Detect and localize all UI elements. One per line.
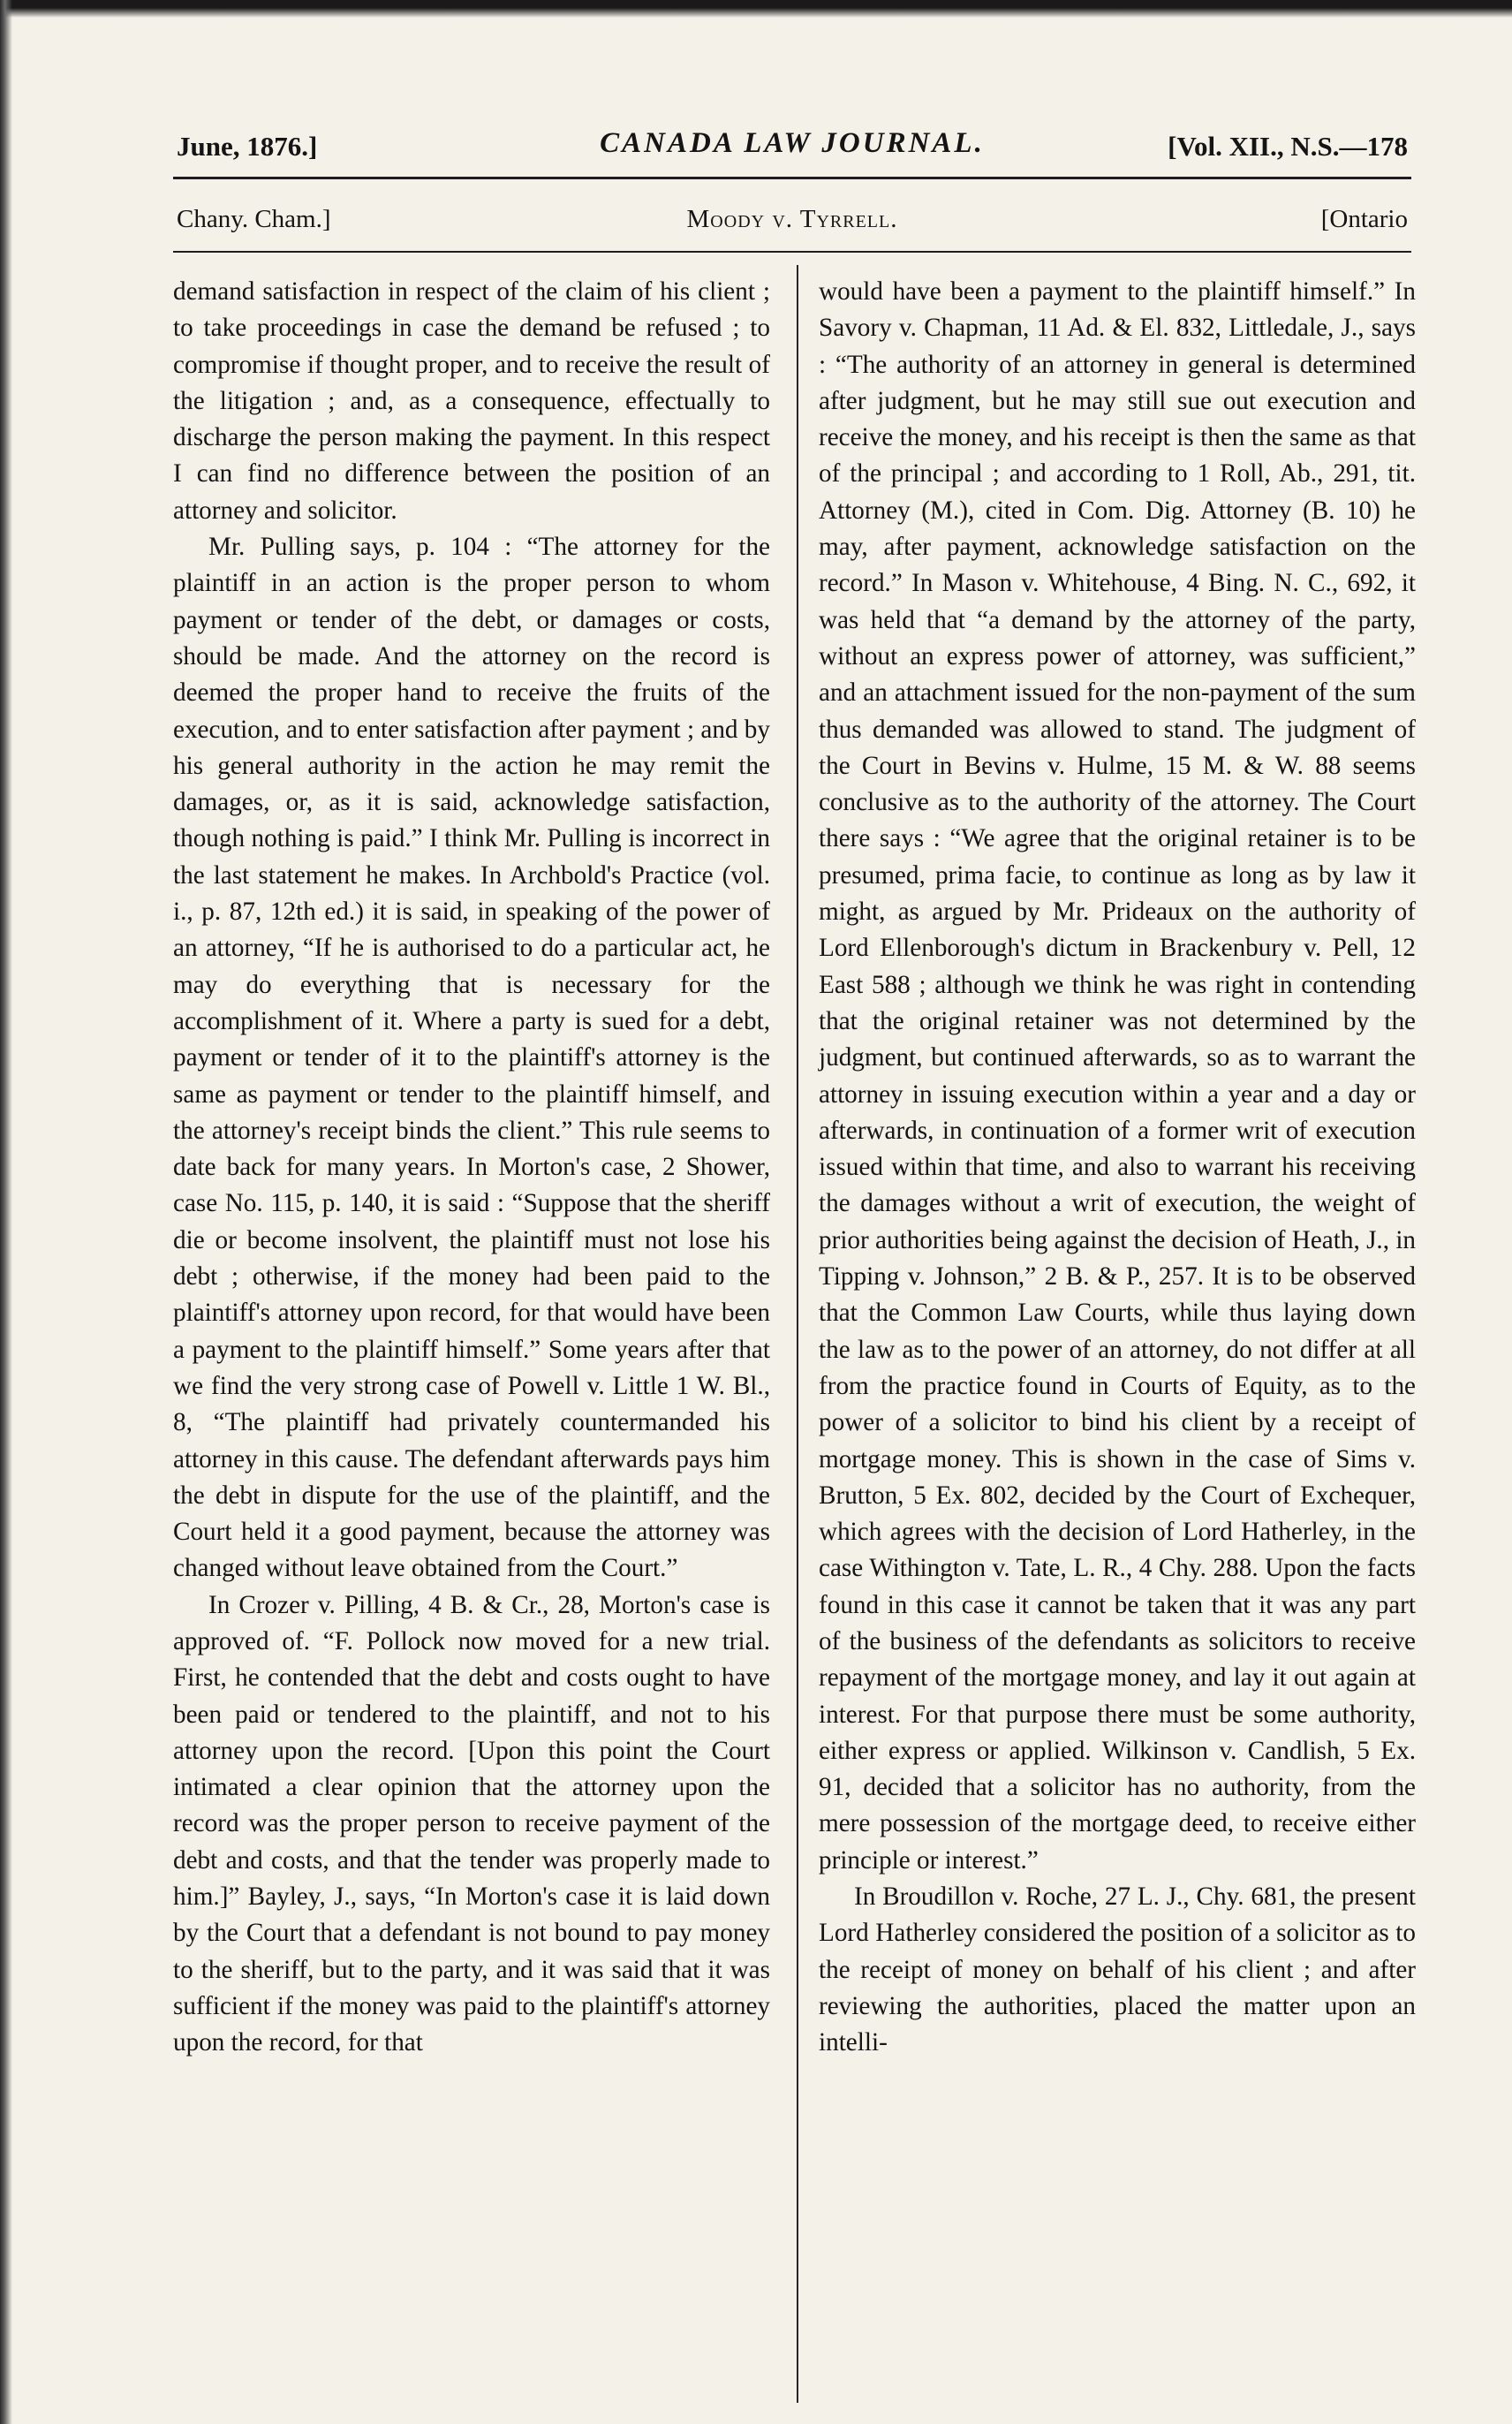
right-column [819,274,1416,2062]
case-title: Moody v. Tyrrell. [686,205,898,233]
paragraph: would have been a payment to the plaintiff himself.” In Savory v. Chapman, 11 Ad. & El. 832, Littledale, J., says : “The authority of an attorney in general is determined after judgment, but he may still sue out execution and receive the money, and his receipt is then the same as that of the principal ; and according to 1 Roll, Ab., 291, tit. Attorney (M.), cited in Com. Dig. Attorney (B. 10) he may, after payment, acknowledge satisfaction on the record.” In Mason v. Whitehouse, 4 Bing. N. C., 692, it was held that “a demand by the attorney of the party, without an express power of attorney, was sufficient,” and an attachment issued for the non-payment of the sum thus demanded was allowed to stand. The judgment of the Court in Bevins v. Hulme, 15 M. & W. 88 seems conclusive as to the authority of the attorney. The Court there says : “We agree that the original retainer is to be presumed, prima facie, to continue as long as by law it might, as argued by Mr. Prideaux on the authority of Lord Ellenborough's dictum in Brackenbury v. Pell, 12 East 588 ; although we think he was right in contending that the original retainer was not determined by the judgment, but continued afterwards, so as to warrant the attorney in issuing execution within a year and a day or afterwards, in continuation of a former writ of execution issued within that time, and also to warrant his receiving the damages without a writ of execution, the weight of prior authorities being against the decision of Heath, J., in Tipping v. Johnson,” 2 B. & P., 257. It is to be observed that the Common Law Courts, while thus laying down the law as to the power of an attorney, do not differ at all from the practice found in Courts of Equity, as to the power of a solicitor to bind his client by a receipt of mortgage money. This is shown in the case of Sims v. Brutton, 5 Ex. 802, decided by the Court of Exchequer, which agrees with the decision of Lord Hatherley, in the case Withington v. Tate, L. R., 4 Chy. 288. Upon the facts found in this case it cannot be taken that it was any part of the business of the defendants as solicitors to receive repayment of the mortgage money, and lay it out again at interest. For that purpose there must be some authority, either express or applied. Wilkinson v. Candlish, 5 Ex. 91, decided that a solicitor has no authority, from the mere possession of the mortgage deed, to receive either principle or interest.” [819,277,1417,1875]
paragraph: In Crozer v. Pilling, 4 B. & Cr., 28, Morton's case is approved of. “F. Pollock now moved for a new trial. First, he contended that the debt and costs ought to have been paid or tendered to the plaintiff, and not to his attorney upon the record. [Upon this point the Court intimated a clear opinion that the attorney upon the record was the proper person to receive payment of the debt and costs, and that the tender was properly made to him.]” Bayley, J., says, “In Morton's case it is laid down by the Court that a defendant is not bound to pay money to the sheriff, but to the party, and it was said that it was sufficient if the money was paid to the plaintiff's attorney upon the record, for that [173,1590,770,2057]
case-heading [177,200,1408,244]
paragraph: Mr. Pulling says, p. 104 : “The attorney for the plaintiff in an action is the proper person to whom payment or tender of the debt, or damages or costs, should be made. And the attorney on the record is deemed the proper hand to receive the fruits of the execution, and to enter satisfaction after payment ; and by his general authority in the action he may remit the damages, or, as it is said, acknowledge satisfaction, though nothing is paid.” I think Mr. Pulling is incorrect in the last statement he makes. In Archbold's Practice (vol. i., p. 87, 12th ed.) it is said, in speaking of the power of an attorney, “If he is authorised to do a particular act, he may do everything that is necessary for the accomplishment of it. Where a party is sued for a debt, payment or tender of it to the plaintiff's attorney is the same as payment or tender to the plaintiff himself, and the attorney's receipt binds the client.” This rule seems to date back for many years. In Morton's case, 2 Shower, case No. 115, p. 140, it is said : “Suppose that the sheriff die or become insolvent, the plaintiff must not lose his debt ; otherwise, if the money had been paid to the plaintiff's attorney upon record, for that would have been a payment to the plaintiff himself.” Some years after that we find the very strong case of Powell v. Little 1 W. Bl., 8, “The plaintiff had privately countermanded his attorney in this cause. The defendant afterwards pays him the debt in dispute for the use of the plaintiff, and the Court held it a good payment, because the attorney was changed without leave obtained from the Court.” [173,533,770,1583]
paragraph: In Broudillon v. Roche, 27 L. J., Chy. 681, the present Lord Hatherley considered the position of a solicitor as to the receipt of money on behalf of his client ; and after reviewing the authorities, placed the matter upon an intelli- [819,1882,1416,2057]
running-head [177,124,1408,173]
binding-shadow [0,0,12,2424]
left-column [173,274,770,2062]
court-label: Chany. Cham.] [177,205,331,233]
paragraph: demand satisfaction in respect of the claim of his client ; to take proceedings in case the demand be refused ; to compromise if thought proper, and to receive the result of the litigation ; and, as a consequence, effectually to discharge the person making the payment. In this respect I can find no difference between the position of an attorney and solicitor. [173,277,770,525]
journal-title: CANADA LAW JOURNAL. [600,127,985,159]
column-divider [797,265,798,2403]
header-rule [173,177,1411,179]
subheader-rule [173,251,1411,253]
page-top-edge [0,0,1512,18]
issue-date: June, 1876.] [177,131,318,162]
jurisdiction-label: [Ontario [1320,205,1408,233]
volume-page: [Vol. XII., N.S.—178 [1168,131,1408,162]
